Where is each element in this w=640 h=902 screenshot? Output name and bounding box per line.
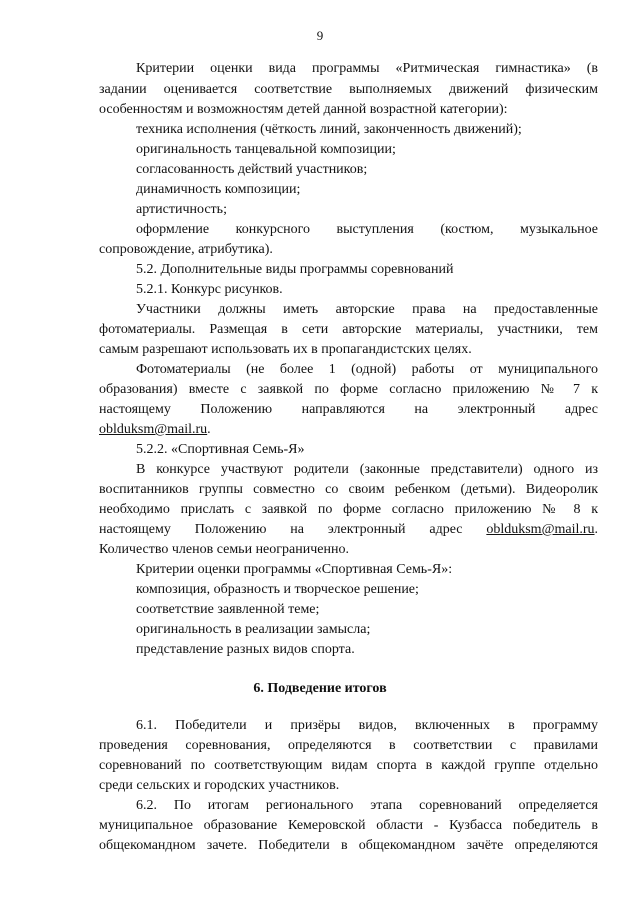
text-line: 6.1. Победители и призёры видов, включенных в программу	[136, 718, 598, 733]
page-number: 9	[316, 28, 324, 43]
text-line: проведения соревнования, определяются в соответствии с правилами	[99, 738, 598, 753]
text-line	[99, 521, 598, 539]
email-link[interactable]: oblduksm@mail.ru	[486, 522, 595, 537]
section-heading-6: 6. Подведение итогов	[253, 681, 387, 696]
text-line: динамичность композиции;	[136, 182, 301, 197]
text-line: настоящему Положению направляются на электронный адрес	[99, 402, 598, 417]
text-line: оригинальность танцевальной композиции;	[136, 142, 396, 157]
text-line: соответствие заявленной теме;	[136, 602, 320, 617]
text-line: необходимо прислать с заявкой по форме согласно приложению № 8 к	[99, 502, 598, 517]
text-line: техника исполнения (чёткость линий, законченность движений);	[136, 122, 522, 137]
text-line: Количество членов семьи неограниченно.	[99, 542, 349, 557]
text-line: соревнований по соответствующим видам спорта в каждой группе отдельно	[99, 758, 598, 773]
text-line: артистичность;	[136, 202, 227, 217]
text-line: оригинальность в реализации замысла;	[136, 622, 371, 637]
section-heading-5-2-1: 5.2.1. Конкурс рисунков.	[136, 282, 283, 297]
text-line: воспитанников группы совместно со своим ребенком (детьми). Видеоролик	[99, 482, 598, 497]
text-line: особенностям и возможностям детей данной возрастной категории):	[99, 102, 508, 117]
text-line: Фотоматериалы (не более 1 (одной) работы от муниципального	[136, 362, 598, 377]
text-segment: настоящему Положению на электронный адрес	[99, 522, 463, 537]
email-link[interactable]: oblduksm@mail.ru	[99, 422, 208, 437]
text-line: Участники должны иметь авторские права на предоставленные	[136, 302, 598, 317]
text-line: оформление конкурсного выступления (костюм, музыкальное	[136, 222, 598, 237]
text-line: композиция, образность и творческое решение;	[136, 582, 419, 597]
period: .	[594, 522, 599, 537]
text-line: 6.2. По итогам регионального этапа соревнований определяется	[136, 798, 598, 813]
text-line: сопровождение, атрибутика).	[99, 242, 273, 257]
text-line: Критерии оценки вида программы «Ритмическая гимнастика» (в	[136, 61, 598, 76]
text-line: задании оценивается соответствие выполняемых движений физическим	[99, 82, 598, 97]
section-heading-5-2-2: 5.2.2. «Спортивная Семь-Я»	[136, 442, 305, 457]
text-line: образования) вместе с заявкой по форме согласно приложению № 7 к	[99, 382, 598, 397]
text-line: общекомандном зачете. Победители в общекомандном зачёте определяются	[99, 838, 598, 853]
text-line	[99, 421, 598, 439]
section-heading-5-2: 5.2. Дополнительные виды программы соревнований	[136, 262, 454, 277]
text-line: среди сельских и городских участников.	[99, 778, 340, 793]
text-line: согласованность действий участников;	[136, 162, 368, 177]
text-line: фотоматериалы. Размещая в сети авторские материалы, участники, тем	[99, 322, 598, 337]
text-line: представление разных видов спорта.	[136, 642, 355, 657]
period: .	[207, 422, 211, 437]
text-line: муниципальное образование Кемеровской области - Кузбасса победитель в	[99, 818, 598, 833]
text-line: В конкурсе участвуют родители (законные представители) одного из	[136, 462, 598, 477]
text-line: Критерии оценки программы «Спортивная Семь-Я»:	[136, 562, 453, 577]
text-line: самым разрешают использовать их в пропагандистских целях.	[99, 342, 472, 357]
